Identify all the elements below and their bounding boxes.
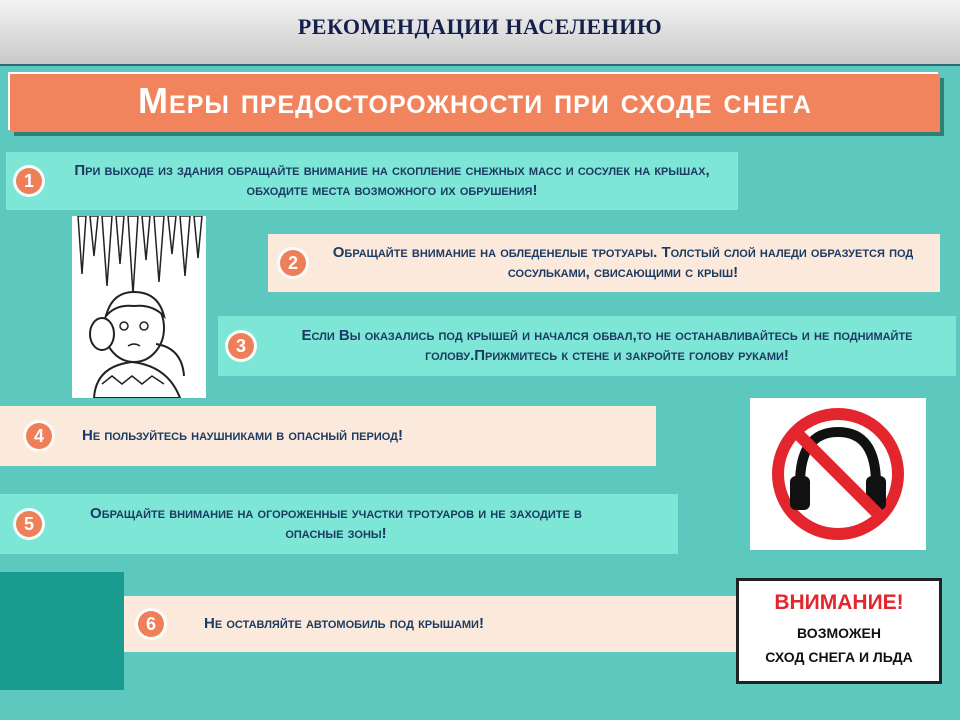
poster-banner: [10, 74, 940, 132]
tip-4-number: 4: [26, 423, 52, 449]
warning-line-1: ВОЗМОЖЕН: [797, 625, 881, 641]
tip-6-number: 6: [138, 611, 164, 637]
tip-5-text: Обращайте внимание на огороженные участки тротуаров и не заходите в опасные зоны!: [90, 505, 582, 542]
safety-poster: [0, 66, 960, 720]
tip-5: [0, 494, 678, 554]
tip-6-text: Не оставляйте автомобиль под крышами!: [204, 615, 484, 632]
tip-2: [268, 234, 940, 292]
tip-4-text: Не пользуйтесь наушниками в опасный период!: [82, 427, 403, 444]
warning-title: ВНИМАНИЕ!: [774, 591, 904, 614]
tip-5-number: 5: [16, 511, 42, 537]
no-headphones-sign: [750, 398, 926, 550]
warning-sign: [736, 578, 942, 684]
tip-3: [218, 316, 956, 376]
tip-2-text: Обращайте внимание на обледенелые тротуары. Толстый слой наледи образуется под сосульками, свисающими с крыш!: [332, 244, 914, 281]
warning-line-2: СХОД СНЕГА И ЛЬДА: [765, 649, 913, 665]
tip-1-number: 1: [16, 168, 42, 194]
poster-title: Меры предосторожности при сходе снега: [138, 80, 812, 121]
tip-6: [124, 596, 740, 652]
tip-3-number: 3: [228, 333, 254, 359]
tip-1: [6, 152, 738, 210]
tip-1-text: При выходе из здания обращайте внимание на скопление снежных масс и сосулек на крышах, обходите места возможного их обрушения!: [74, 162, 710, 199]
no-headphones-icon: [750, 398, 926, 550]
tip-3-text: Если Вы оказались под крышей и начался обвал,то не останавливайтесь и не поднимайте голову.Прижмитесь к стене и закройте голову руками!: [301, 327, 913, 364]
decorative-block: [0, 572, 124, 690]
tip-4: [0, 406, 656, 466]
icicles-illustration: [72, 216, 206, 398]
icicles-person-drawing: [72, 216, 206, 398]
tip-2-number: 2: [280, 250, 306, 276]
slide-header: [0, 0, 960, 66]
slide-title: РЕКОМЕНДАЦИИ НАСЕЛЕНИЮ: [297, 14, 663, 39]
